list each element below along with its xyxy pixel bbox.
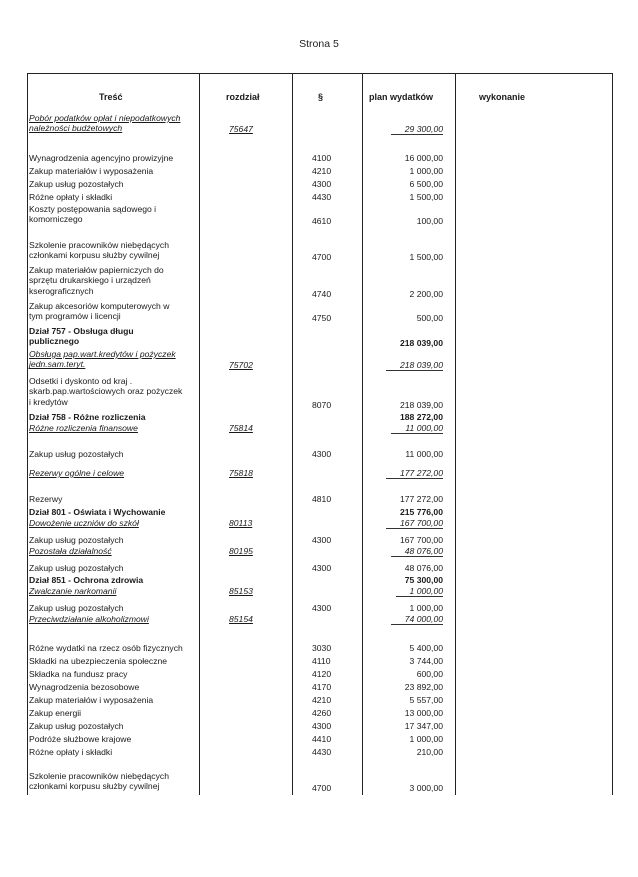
cell-rozdzial: 75647 xyxy=(229,124,253,134)
column-rule xyxy=(612,73,613,795)
plan-value: 16 000,00 xyxy=(404,153,443,163)
cell-tresc: Składka na fundusz pracy xyxy=(29,669,128,679)
cell-tresc: Rezerwy ogólne i celowe xyxy=(29,468,125,478)
cell-plan xyxy=(362,313,443,323)
plan-value: 215 776,00 xyxy=(399,507,443,517)
cell-plan xyxy=(362,192,443,202)
cell-plan xyxy=(362,449,443,459)
cell-tresc: Rezerwy xyxy=(29,494,63,504)
cell-paragraf: 4300 xyxy=(312,179,332,189)
cell-tresc: Zakup energii xyxy=(29,708,82,718)
plan-value: 100,00 xyxy=(416,216,443,226)
plan-value: 17 347,00 xyxy=(404,721,443,731)
plan-value: 11 000,00 xyxy=(405,449,443,459)
cell-plan xyxy=(362,289,443,299)
cell-tresc: Różne rozliczenia finansowe xyxy=(29,423,138,433)
plan-value: 5 400,00 xyxy=(409,643,443,653)
cell-paragraf: 4110 xyxy=(312,656,331,666)
column-rule xyxy=(27,73,28,795)
cell-plan xyxy=(362,708,443,718)
plan-value: 6 500,00 xyxy=(409,179,443,189)
cell-plan xyxy=(362,124,443,135)
cell-tresc: Dział 851 - Ochrona zdrowia xyxy=(29,575,144,585)
plan-value: 23 892,00 xyxy=(404,682,443,692)
cell-rozdzial: 75702 xyxy=(229,360,253,370)
plan-value: 167 700,00 xyxy=(399,535,443,545)
cell-plan xyxy=(362,656,443,666)
cell-tresc: Różne wydatki na rzecz osób fizycznych xyxy=(29,643,183,653)
plan-value: 1 000,00 xyxy=(409,603,443,613)
plan-value: 1 000,00 xyxy=(409,166,443,176)
plan-value: 500,00 xyxy=(416,313,443,323)
cell-paragraf: 4300 xyxy=(312,535,332,545)
cell-paragraf: 4430 xyxy=(312,192,332,202)
cell-plan xyxy=(362,468,443,479)
cell-tresc: Zakup usług pozostałych xyxy=(29,449,124,459)
cell-paragraf: 4810 xyxy=(312,494,332,504)
cell-tresc: Przeciwdziałanie alkoholizmowi xyxy=(29,614,149,624)
cell-plan xyxy=(362,412,443,422)
plan-value: 48 076,00 xyxy=(404,563,443,573)
plan-value: 29 300,00 xyxy=(391,124,443,135)
column-header-paragraf: § xyxy=(318,92,324,102)
column-rule xyxy=(455,73,456,795)
cell-plan xyxy=(362,535,443,545)
cell-tresc: Podróże służbowe krajowe xyxy=(29,734,132,744)
cell-plan xyxy=(362,252,443,262)
plan-value: 1 000,00 xyxy=(409,734,443,744)
plan-value: 2 200,00 xyxy=(409,289,443,299)
plan-value: 1 500,00 xyxy=(409,252,443,262)
cell-plan xyxy=(362,360,443,371)
cell-paragraf: 4300 xyxy=(312,563,332,573)
cell-tresc: Zakup usług pozostałych xyxy=(29,179,124,189)
cell-paragraf: 4410 xyxy=(312,734,332,744)
plan-value: 1 000,00 xyxy=(396,586,443,597)
cell-paragraf: 4120 xyxy=(312,669,332,679)
plan-value: 218 039,00 xyxy=(386,360,443,371)
column-rule xyxy=(292,73,293,795)
cell-plan xyxy=(362,338,443,348)
cell-plan xyxy=(362,783,443,793)
cell-plan xyxy=(362,494,443,504)
table-top-rule xyxy=(27,73,613,74)
cell-paragraf: 4700 xyxy=(312,783,332,793)
cell-rozdzial: 75814 xyxy=(229,423,253,433)
cell-tresc: Zakup materiałów i wyposażenia xyxy=(29,166,154,176)
cell-paragraf: 4260 xyxy=(312,708,332,718)
cell-plan xyxy=(362,721,443,731)
cell-plan xyxy=(362,563,443,573)
cell-plan xyxy=(362,507,443,517)
cell-tresc: Składki na ubezpieczenia społeczne xyxy=(29,656,168,666)
cell-paragraf: 4300 xyxy=(312,449,332,459)
cell-plan xyxy=(362,614,443,625)
plan-value: 600,00 xyxy=(416,669,443,679)
cell-tresc: Odsetki i dyskonto od kraj . skarb.pap.wartościowych oraz pożyczek i kredytów xyxy=(29,376,183,407)
cell-tresc: Pozostała działalność xyxy=(29,546,112,556)
cell-tresc: Zakup usług pozostałych xyxy=(29,721,124,731)
cell-plan xyxy=(362,575,443,585)
cell-plan xyxy=(362,586,443,597)
cell-plan xyxy=(362,695,443,705)
cell-tresc: Zakup usług pozostałych xyxy=(29,603,124,613)
plan-value: 1 500,00 xyxy=(409,192,443,202)
cell-tresc: Dział 757 - Obsługa długu publicznego xyxy=(29,326,134,347)
cell-rozdzial: 85153 xyxy=(229,586,253,596)
plan-value: 177 272,00 xyxy=(386,468,443,479)
cell-paragraf: 4610 xyxy=(312,216,332,226)
cell-paragraf: 4750 xyxy=(312,313,332,323)
cell-plan xyxy=(362,603,443,613)
cell-tresc: Zwalczanie narkomanii xyxy=(29,586,117,596)
cell-plan xyxy=(362,423,443,434)
plan-value: 177 272,00 xyxy=(399,494,443,504)
cell-plan xyxy=(362,400,443,410)
plan-value: 167 700,00 xyxy=(386,518,443,529)
cell-rozdzial: 80113 xyxy=(229,518,253,528)
cell-plan xyxy=(362,179,443,189)
cell-tresc: Różne opłaty i składki xyxy=(29,747,113,757)
cell-tresc: Dowożenie uczniów do szkół xyxy=(29,518,139,528)
cell-paragraf: 4210 xyxy=(312,695,332,705)
plan-value: 13 000,00 xyxy=(404,708,443,718)
cell-tresc: Wynagrodzenia bezosobowe xyxy=(29,682,140,692)
plan-value: 48 076,00 xyxy=(391,546,443,557)
plan-value: 11 000,00 xyxy=(391,423,443,434)
plan-value: 188 272,00 xyxy=(399,412,443,422)
cell-paragraf: 4300 xyxy=(312,603,332,613)
cell-tresc: Szkolenie pracowników niebędących członkami korpusu służby cywilnej xyxy=(29,240,169,261)
cell-rozdzial: 80195 xyxy=(229,546,253,556)
cell-plan xyxy=(362,216,443,226)
column-rule xyxy=(199,73,200,795)
column-header-plan: plan wydatków xyxy=(369,92,434,102)
cell-tresc: Wynagrodzenia agencyjno prowizyjne xyxy=(29,153,174,163)
plan-value: 74 000,00 xyxy=(391,614,443,625)
cell-tresc: Zakup akcesoriów komputerowych w tym programów i licencji xyxy=(29,301,170,322)
cell-plan xyxy=(362,546,443,557)
cell-tresc: Zakup materiałów papierniczych do sprzętu drukarskiego i urządzeń kserograficznych xyxy=(29,265,164,296)
cell-tresc: Dział 758 - Różne rozliczenia xyxy=(29,412,146,422)
column-header-rozdzial: rozdział xyxy=(226,92,260,102)
cell-plan xyxy=(362,643,443,653)
cell-paragraf: 4430 xyxy=(312,747,332,757)
plan-value: 5 557,00 xyxy=(409,695,443,705)
column-header-tresc: Treść xyxy=(99,92,123,102)
cell-plan xyxy=(362,153,443,163)
cell-paragraf: 4210 xyxy=(312,166,332,176)
cell-plan xyxy=(362,734,443,744)
cell-paragraf: 4170 xyxy=(312,682,332,692)
cell-plan xyxy=(362,669,443,679)
cell-tresc: Zakup usług pozostałych xyxy=(29,563,124,573)
cell-paragraf: 4100 xyxy=(312,153,332,163)
column-header-wykonanie: wykonanie xyxy=(479,92,526,102)
cell-tresc: Różne opłaty i składki xyxy=(29,192,113,202)
plan-value: 210,00 xyxy=(416,747,443,757)
plan-value: 218 039,00 xyxy=(399,400,443,410)
cell-tresc: Koszty postępowania sądowego i komorniczego xyxy=(29,204,157,225)
cell-plan xyxy=(362,747,443,757)
budget-table xyxy=(27,73,613,795)
plan-value: 3 744,00 xyxy=(409,656,443,666)
plan-value: 218 039,00 xyxy=(399,338,443,348)
cell-tresc: Obsługa pap.wart.kredytów i pożyczek jedn.sam.teryt. xyxy=(29,349,176,370)
cell-plan xyxy=(362,518,443,529)
cell-paragraf: 4300 xyxy=(312,721,332,731)
cell-paragraf: 3030 xyxy=(312,643,332,653)
cell-tresc: Zakup usług pozostałych xyxy=(29,535,124,545)
cell-rozdzial: 75818 xyxy=(229,468,253,478)
cell-paragraf: 4700 xyxy=(312,252,332,262)
page-number: Strona 5 xyxy=(299,38,339,50)
plan-value: 75 300,00 xyxy=(404,575,443,585)
cell-tresc: Szkolenie pracowników niebędących członkami korpusu służby cywilnej xyxy=(29,771,169,792)
cell-tresc: Zakup materiałów i wyposażenia xyxy=(29,695,154,705)
cell-paragraf: 4740 xyxy=(312,289,332,299)
cell-rozdzial: 85154 xyxy=(229,614,253,624)
cell-paragraf: 8070 xyxy=(312,400,332,410)
cell-plan xyxy=(362,682,443,692)
plan-value: 3 000,00 xyxy=(409,783,443,793)
cell-plan xyxy=(362,166,443,176)
cell-tresc: Pobór podatków opłat i niepodatkowych należności budżetowych xyxy=(29,113,181,134)
cell-tresc: Dział 801 - Oświata i Wychowanie xyxy=(29,507,166,517)
